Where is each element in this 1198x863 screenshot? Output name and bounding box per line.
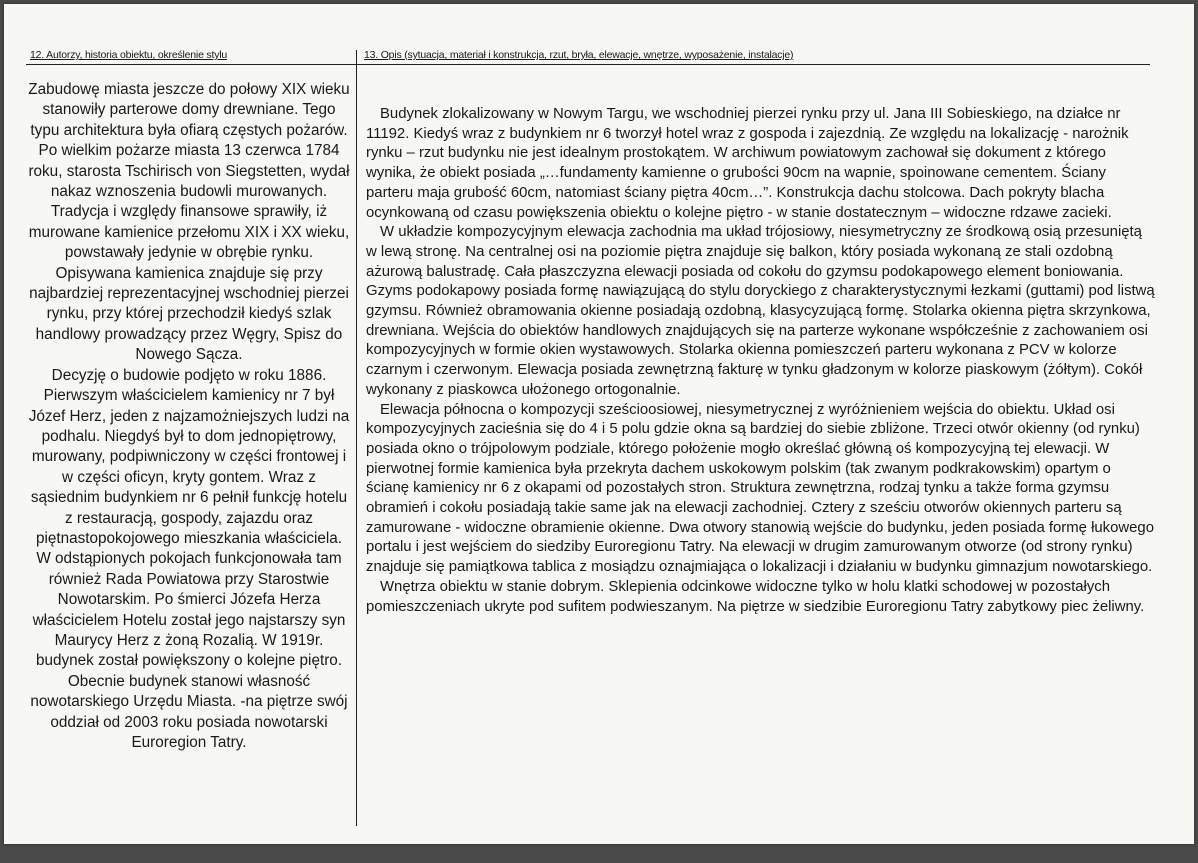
history-paragraph: Zabudowę miasta jeszcze do połowy XIX wieku stanowiły parterowe domy drewniane. Tego typu architektura była ofiarą częstych pożarów. Po wielkim pożarze miasta 13 czerwca 1784 roku, starosta Tschirisch von Siegstetten, wydał nakaz wznoszenia budowli murowanych. Tradycja i względy finansowe sprawiły, iż murowane kamienice przełomu XIX i XX wieku, powstawały jedynie w obrębie rynku. Opisywana kamienica znajduje się przy najbardziej reprezentacyjnej wschodniej pierzei rynku, przy której przechodził kiedyś szlak handlowy prowadzący przez Węgry, Spisz do Nowego Sącza. <box>28 81 350 364</box>
header-rule <box>26 64 1150 65</box>
description-paragraph: W układzie kompozycyjnym elewacja zachodnia ma układ trójosiowy, niesymetryczny ze środkową osią przesuniętą w lewą stronę. Na centralnej osi na poziomie piętra znajduje się balkon, który posiada wykonaną ze stali ozdobną ażurową balustradę. Cała płaszczyzna elewacji posiada od cokołu do gzymsu podokapowego element boniowania. Gzyms podokapowy posiada formę nawiązującą do stylu doryckiego z charakterystycznymi łezkami (guttami) pod listwą gzymsu. Również obramowania okienne posiadają ozdobną, klasycyzującą formę. Stolarka okienna piętra skrzynkowa, drewniana. Wejścia do obiektów handlowych znajdujących się na parterze wykonane współcześnie z zachowaniem osi kompozycyjnych w formie okien wystawowych. Stolarka okienna pomieszczeń parteru wykonana z PCV w kolorze czarnym i czerwonym. Elewacja posiada zewnętrzną fakturę w tynku gładzonym w kolorze piaskowym (żółtym). Cokół wykonany z piaskowca ułożonego ortogonalnie. <box>366 224 1155 398</box>
document-page <box>4 4 1194 844</box>
description-paragraph: Budynek zlokalizowany w Nowym Targu, we wschodniej pierzei rynku przy ul. Jana III Sobieskiego, na działce nr 11192. Kiedyś wraz z budynkiem nr 6 tworzył hotel wraz z gospoda i zajezdnią. Ze względu na lokalizację - narożnik rynku – rzut budynku nie jest idealnym prostokątem. W archiwum powiatowym zachował się dokument z którego wynika, że obiekt posiada „…fundamenty kamienne o grubości 90cm na wapnie, spoinowane cementem. Ściany parteru maja grubość 60cm, natomiast ściany piętra 40cm…”. Konstrukcja dachu stolcowa. Dach pokryty blacha ocynkowaną od czasu powiększenia obiektu o kolejne piętro - w stanie dostatecznym – widoczne rdzawe zacieki. <box>366 106 1129 221</box>
description-paragraph: Elewacja północna o kompozycji sześcioosiowej, niesymetrycznej z wyróżnieniem wejścia do obiektu. Układ osi kompozycyjnych zacieśnia się do 4 i 5 polu gdzie okna są bardziej do siebie zbliżone. Trzeci otwór okienny (od rynku) posiada okno o trójpolowym podziale, którego położenie mogło określać główną oś kompozycyjną tej elewacji. W pierwotnej formie kamienica była przekryta dachem uskokowym polskim (tak zwanym podkrakowskim) opartym o ścianę kamienicy nr 6 z okapami od pozostałych stron. Struktura zewnętrzna, rodzaj tynku a także forma gzymsu obramień i cokołu posiadają takie same jak na elewacji zachodniej. Cztery z sześciu otworów okiennych parteru są zamurowane - widoczne obramienie okienne. Dwa otwory stanowią wejście do budynku, jeden posiada formę łukowego portalu i jest wejściem do siedziby Euroregionu Tatry. Na elewacji w drugim zamurowanym otworze (od strony rynku) znajduje się pamiątkowa tablica z mosiądzu oznajmiająca o lokalizacji i działaniu w budynku gimnazjum nowotarskiego. <box>366 401 1154 576</box>
description-column <box>366 105 1156 617</box>
history-paragraph: Decyzję o budowie podjęto w roku 1886. Pierwszym właścicielem kamienicy nr 7 był Józef Herz, jeden z najzamożniejszych ludzi na podhalu. Niegdyś był to dom jednopiętrowy, murowany, podpiwniczony w części frontowej i w części oficyn, kryty gontem. Wraz z sąsiednim budynkiem nr 6 pełnił funkcję hotelu z restauracją, gospody, zajazdu oraz piętnastopokojowego mieszkania właściciela. W odstąpionych pokojach funkcjonowała tam również Rada Powiatowa przy Starostwie Nowotarskim. Po śmierci Józefa Herza właścicielem Hotelu został jego najstarszy syn Maurycy Herz z żoną Rozalią. W 1919r. budynek został powiększony o kolejne piętro. Obecnie budynek stanowi własność nowotarskiego Urzędu Miasta. -na piętrze swój oddział od 2003 roku posiada nowotarski Euroregion Tatry. <box>28 366 350 751</box>
column-divider <box>356 50 357 826</box>
history-column <box>28 80 350 753</box>
description-paragraph: Wnętrza obiektu w stanie dobrym. Sklepienia odcinkowe widoczne tylko w holu klatki schodowej w pozostałych pomieszczeniach ukryte pod sufitem podwieszanym. Na piętrze w siedzibie Euroregionu Tatry zabytkowy piec żeliwny. <box>366 578 1145 615</box>
right-column-heading: 13. Opis (sytuacja, materiał i konstrukcja, rzut, bryła, elewacje, wnętrze, wyposażenie, instalacje) <box>364 49 794 61</box>
left-column-heading: 12. Autorzy, historia obiektu, określenie stylu <box>30 49 228 61</box>
